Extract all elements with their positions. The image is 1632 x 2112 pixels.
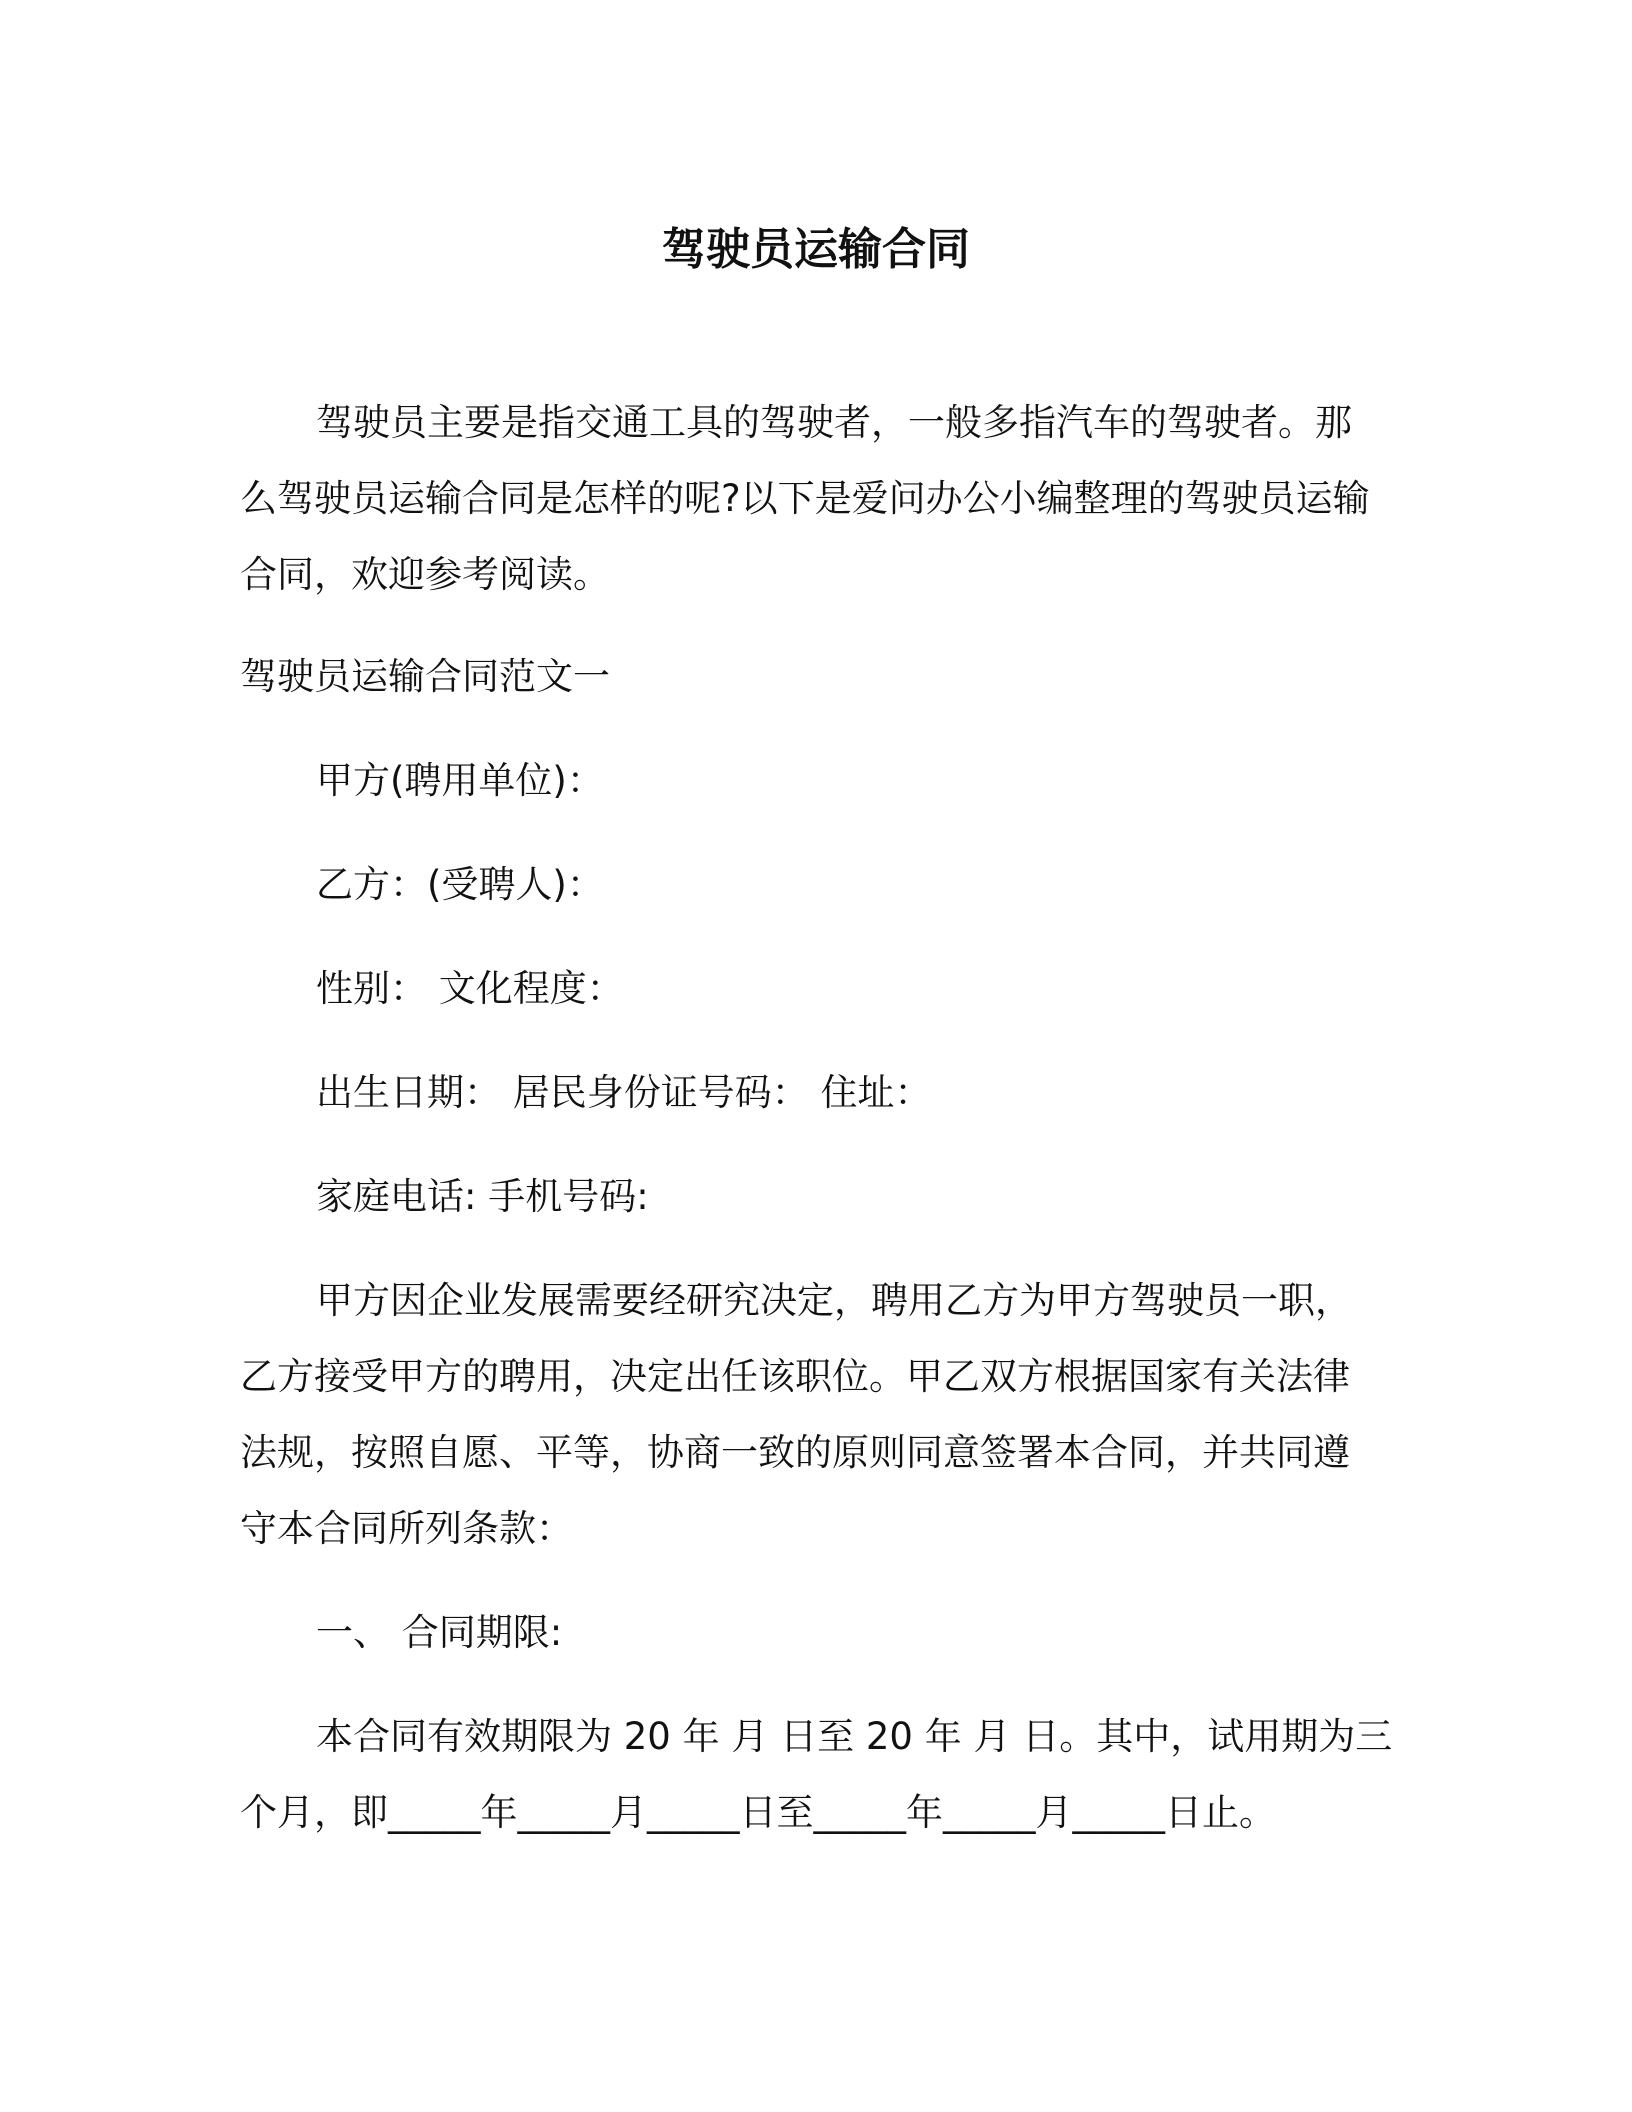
preamble-line-3: 法规，按照自愿、平等，协商一致的原则同意签署本合同，并共同遵 bbox=[240, 1431, 1350, 1474]
preamble-line-2: 乙方接受甲方的聘用，决定出任该职位。甲乙双方根据国家有关法律 bbox=[240, 1355, 1350, 1398]
party-b-field: 乙方：(受聘人)： bbox=[316, 863, 604, 906]
clause-1-heading: 一、 合同期限: bbox=[316, 1611, 563, 1654]
intro-line-2: 么驾驶员运输合同是怎样的呢?以下是爱问办公小编整理的驾驶员运输 bbox=[240, 477, 1370, 520]
preamble-line-1: 甲方因企业发展需要经研究决定，聘用乙方为甲方驾驶员一职， bbox=[316, 1279, 1352, 1322]
clause-1-line-1: 本合同有效期限为 20 年 月 日至 20 年 月 日。其中，试用期为三 bbox=[316, 1715, 1393, 1758]
clause-1-line-2: 个月，即_____年_____月_____日至_____年_____月_____日止。 bbox=[240, 1791, 1276, 1834]
phones-field: 家庭电话: 手机号码: bbox=[316, 1175, 649, 1218]
gender-education-field: 性别： 文化程度： bbox=[316, 967, 624, 1010]
intro-line-1: 驾驶员主要是指交通工具的驾驶者，一般多指汽车的驾驶者。那 bbox=[316, 401, 1352, 444]
party-a-field: 甲方(聘用单位)： bbox=[316, 759, 604, 802]
document-title: 驾驶员运输合同 bbox=[662, 224, 970, 275]
preamble-line-4: 守本合同所列条款： bbox=[240, 1507, 573, 1550]
intro-line-3: 合同，欢迎参考阅读。 bbox=[240, 553, 610, 596]
birth-id-address-field: 出生日期： 居民身份证号码： 住址： bbox=[316, 1071, 932, 1114]
section-heading: 驾驶员运输合同范文一 bbox=[240, 655, 610, 698]
